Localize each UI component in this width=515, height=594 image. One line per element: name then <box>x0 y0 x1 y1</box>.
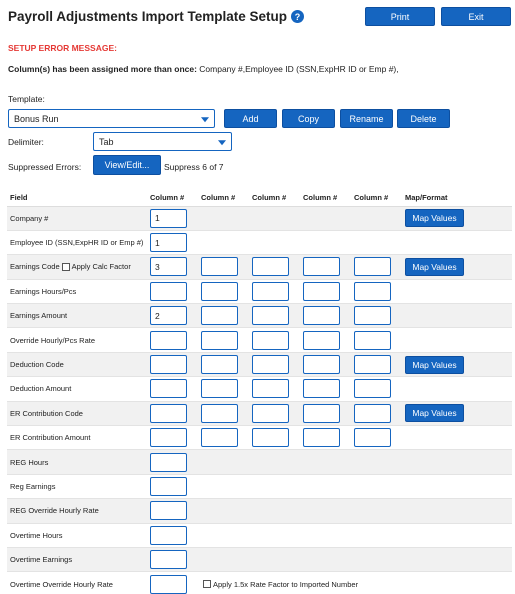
table-row <box>7 304 512 328</box>
header-column-3: Column # <box>249 190 300 206</box>
page-title <box>8 9 304 24</box>
error-title: SETUP ERROR MESSAGE: <box>8 43 117 53</box>
error-message-bold: Column(s) has been assigned more than once: <box>8 64 197 74</box>
chevron-down-icon <box>201 117 209 122</box>
copy-template-button[interactable]: Copy <box>282 109 335 128</box>
map-values-button[interactable]: Map Values <box>405 356 464 374</box>
column-input[interactable] <box>201 331 238 350</box>
delete-template-button[interactable]: Delete <box>397 109 450 128</box>
table-row <box>7 328 512 352</box>
apply-rate-factor-wrapper <box>201 580 509 589</box>
column-input[interactable] <box>150 282 187 301</box>
column-input[interactable] <box>303 257 340 276</box>
column-input[interactable] <box>354 306 391 325</box>
column-input[interactable] <box>201 379 238 398</box>
add-template-button[interactable]: Add <box>224 109 277 128</box>
column-input[interactable] <box>252 404 289 423</box>
column-input[interactable] <box>201 306 238 325</box>
earnings-code-wrapper <box>10 262 144 271</box>
column-input[interactable] <box>252 428 289 447</box>
field-label: Overtime Earnings <box>7 547 147 571</box>
table-row <box>7 450 512 474</box>
table-row <box>7 474 512 498</box>
view-edit-button[interactable]: View/Edit... <box>93 155 161 175</box>
field-label: Company # <box>7 206 147 230</box>
column-input[interactable] <box>354 404 391 423</box>
header-column-2: Column # <box>198 190 249 206</box>
column-input[interactable] <box>303 428 340 447</box>
help-icon[interactable]: ? <box>291 10 304 23</box>
exit-button[interactable]: Exit <box>441 7 511 26</box>
column-input[interactable] <box>252 379 289 398</box>
field-label: Employee ID (SSN,ExpHR ID or Emp #) <box>7 230 147 254</box>
header-field: Field <box>7 190 147 206</box>
field-label: Reg Earnings <box>7 474 147 498</box>
table-row <box>7 547 512 571</box>
column-input[interactable]: 2 <box>150 306 187 325</box>
table-row <box>7 230 512 254</box>
field-label: Earnings Code <box>10 262 60 272</box>
column-input[interactable] <box>201 355 238 374</box>
suppressed-errors-label: Suppressed Errors: <box>8 162 82 172</box>
apply-rate-factor-label: Apply 1.5x Rate Factor to Imported Number <box>213 579 359 589</box>
field-label: Override Hourly/Pcs Rate <box>7 328 147 352</box>
table-header-row <box>7 190 512 206</box>
column-input[interactable] <box>150 404 187 423</box>
column-input[interactable] <box>252 331 289 350</box>
column-input[interactable] <box>150 526 187 545</box>
table-row <box>7 499 512 523</box>
column-input[interactable] <box>303 306 340 325</box>
column-input[interactable] <box>354 331 391 350</box>
column-input[interactable] <box>354 257 391 276</box>
column-input[interactable]: 1 <box>150 209 187 228</box>
column-input[interactable] <box>252 257 289 276</box>
column-input[interactable] <box>150 379 187 398</box>
template-label: Template: <box>8 94 45 104</box>
column-input[interactable]: 1 <box>150 233 187 252</box>
map-values-button[interactable]: Map Values <box>405 404 464 422</box>
delimiter-select[interactable] <box>93 132 232 151</box>
column-input[interactable] <box>201 282 238 301</box>
column-input[interactable] <box>354 379 391 398</box>
suppress-status: Suppress 6 of 7 <box>164 162 224 172</box>
delimiter-select-value: Tab <box>99 136 114 147</box>
error-message <box>8 64 399 74</box>
delimiter-label: Delimiter: <box>8 137 44 147</box>
header-map-format: Map/Format <box>402 190 512 206</box>
column-input[interactable] <box>150 501 187 520</box>
chevron-down-icon <box>218 140 226 145</box>
field-label: Earnings Amount <box>7 304 147 328</box>
column-input[interactable] <box>303 379 340 398</box>
table-row <box>7 279 512 303</box>
apply-calc-factor-checkbox[interactable] <box>62 263 70 271</box>
column-input[interactable] <box>150 477 187 496</box>
column-input[interactable]: 3 <box>150 257 187 276</box>
table-row <box>7 206 512 230</box>
table-row <box>7 352 512 376</box>
print-button[interactable]: Print <box>365 7 435 26</box>
table-row <box>7 523 512 547</box>
field-label: REG Override Hourly Rate <box>7 499 147 523</box>
header-column-4: Column # <box>300 190 351 206</box>
apply-calc-factor-label: Apply Calc Factor <box>71 262 131 272</box>
column-input[interactable] <box>303 355 340 374</box>
column-input[interactable] <box>354 428 391 447</box>
rename-template-button[interactable]: Rename <box>340 109 393 128</box>
column-input[interactable] <box>252 306 289 325</box>
map-values-button[interactable]: Map Values <box>405 209 464 227</box>
column-input[interactable] <box>201 428 238 447</box>
page-title-text: Payroll Adjustments Import Template Setup <box>8 9 288 24</box>
field-label: Earnings Hours/Pcs <box>7 279 147 303</box>
apply-rate-factor-checkbox[interactable] <box>203 580 211 588</box>
field-label: Overtime Hours <box>7 523 147 547</box>
table-row <box>7 426 512 450</box>
column-input[interactable] <box>150 550 187 569</box>
table-row <box>7 572 512 594</box>
table-row <box>7 401 512 425</box>
column-input[interactable] <box>150 355 187 374</box>
field-label: ER Contribution Amount <box>7 426 147 450</box>
table-row <box>7 255 512 279</box>
column-input[interactable] <box>252 355 289 374</box>
field-label: Overtime Override Hourly Rate <box>7 572 147 594</box>
field-label: Deduction Code <box>7 352 147 376</box>
column-input[interactable] <box>252 282 289 301</box>
column-input[interactable] <box>150 453 187 472</box>
column-input[interactable] <box>201 404 238 423</box>
field-label: REG Hours <box>7 450 147 474</box>
table-row <box>7 377 512 401</box>
header-column-5: Column # <box>351 190 402 206</box>
column-input[interactable] <box>303 282 340 301</box>
column-input[interactable] <box>150 428 187 447</box>
column-input[interactable] <box>354 282 391 301</box>
mapping-table <box>7 190 512 594</box>
field-label: ER Contribution Code <box>7 401 147 425</box>
template-select-value: Bonus Run <box>14 113 59 124</box>
column-input[interactable] <box>150 575 187 594</box>
column-input[interactable] <box>201 257 238 276</box>
field-label-cell <box>7 255 147 279</box>
header-column-1: Column # <box>147 190 198 206</box>
column-input[interactable] <box>303 404 340 423</box>
column-input[interactable] <box>303 331 340 350</box>
error-message-fields: Company #,Employee ID (SSN,ExpHR ID or Emp #), <box>196 64 399 74</box>
column-input[interactable] <box>354 355 391 374</box>
map-values-button[interactable]: Map Values <box>405 258 464 276</box>
template-select[interactable] <box>8 109 215 128</box>
column-input[interactable] <box>150 331 187 350</box>
field-label: Deduction Amount <box>7 377 147 401</box>
